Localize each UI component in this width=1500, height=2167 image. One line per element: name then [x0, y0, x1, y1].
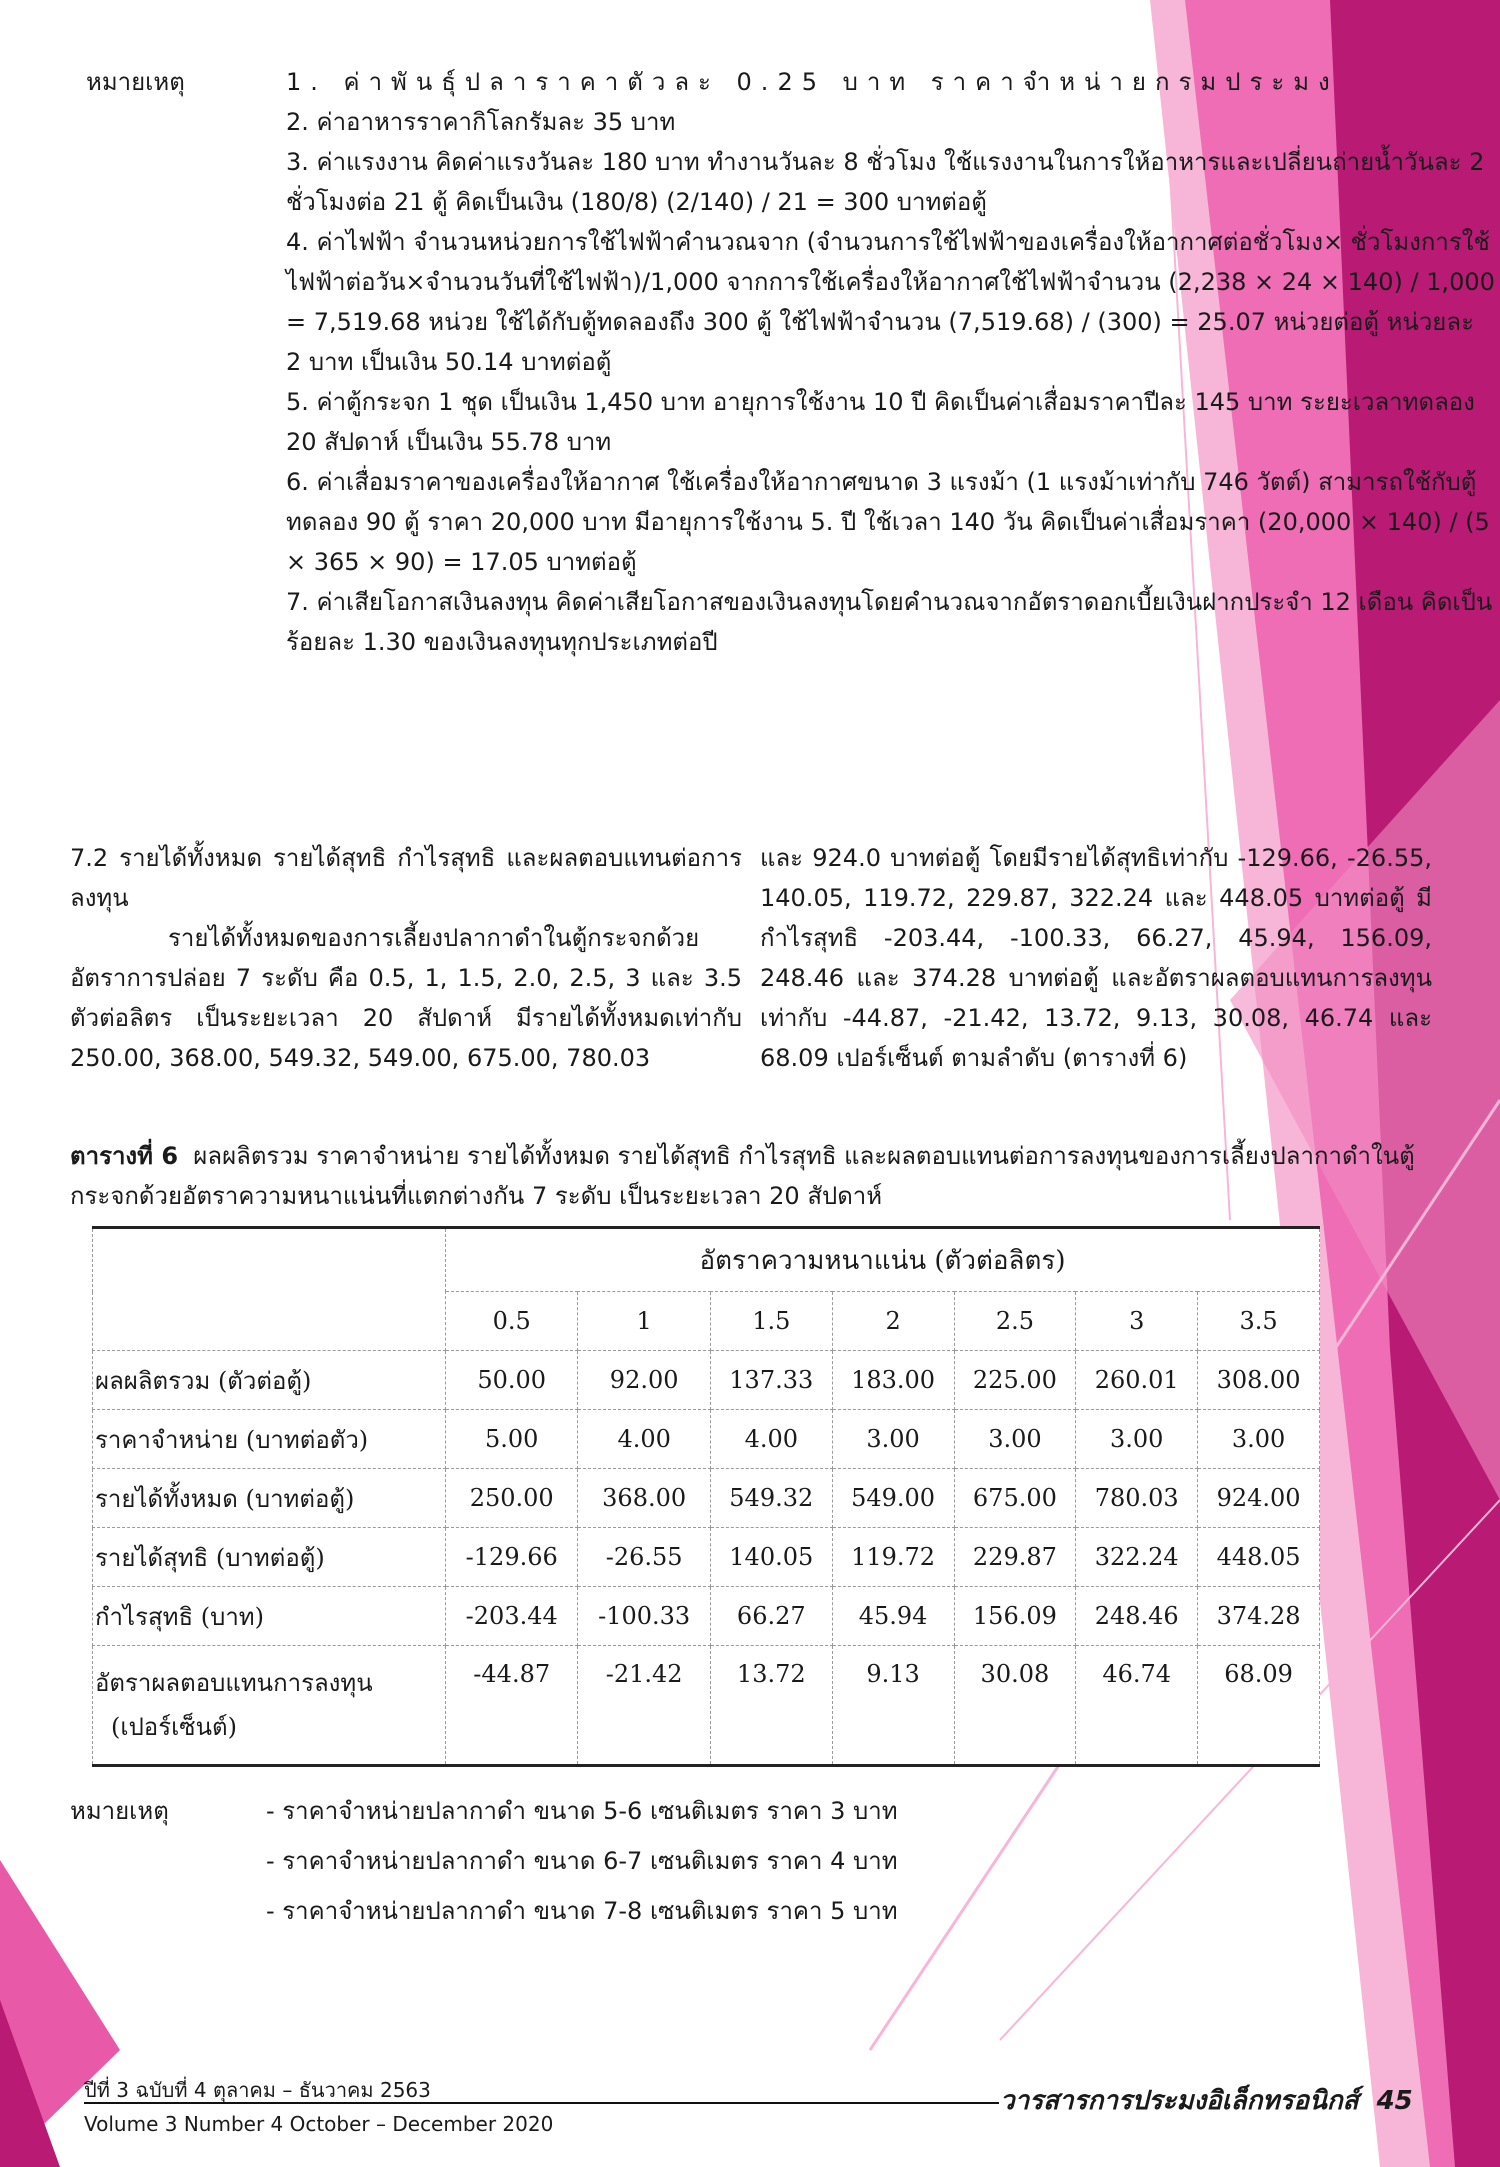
table-row — [93, 1469, 1320, 1528]
table-cell: 3.00 — [832, 1410, 954, 1469]
table-cell: 322.24 — [1076, 1528, 1198, 1587]
table-row — [93, 1528, 1320, 1587]
footer-journal — [1000, 2080, 1413, 2121]
note-item: 6. ค่าเสื่อมราคาของเครื่องให้อากาศ ใช้เครื่องให้อากาศขนาด 3 แรงม้า (1 แรงม้าเท่ากับ 746 วัตต์) สามารถใช้กับตู้ทดลอง 90 ตู้ ราคา 20,000 บาท มีอายุการใช้งาน 5. ปี ใช้เวลา 140 วัน คิดเป็นค่าเสื่อมราคา (20,000 × 140) / (5 × 365 × 90) = 17.05 บาทต่อตู้ — [286, 468, 1490, 576]
table-cell: 4.00 — [710, 1410, 832, 1469]
notes-label: หมายเหตุ — [86, 68, 185, 96]
table-cell: 260.01 — [1076, 1351, 1198, 1410]
row-label-unit: (เปอร์เซ็นต์) — [111, 1713, 237, 1741]
table-column-header: 0.5 — [446, 1292, 578, 1351]
table-cell: 368.00 — [578, 1469, 710, 1528]
row-label: ผลผลิตรวม (ตัวต่อตู้) — [93, 1351, 446, 1410]
section-heading: 7.2 รายได้ทั้งหมด รายได้สุทธิ กำไรสุทธิ และผลตอบแทนต่อการลงทุน — [70, 844, 742, 912]
row-label-main: อัตราผลตอบแทนการลงทุน — [95, 1669, 373, 1697]
table-row — [93, 1351, 1320, 1410]
table-corner-cell — [93, 1228, 446, 1351]
footer-issue-thai: ปีที่ 3 ฉบับที่ 4 ตุลาคม – ธันวาคม 2563 — [84, 2078, 431, 2102]
body-paragraph: และ 924.0 บาทต่อตู้ โดยมีรายได้สุทธิเท่ากับ -129.66, -26.55, 140.05, 119.72, 229.87, 322.24 และ 448.05 บาทต่อตู้ มีกำไรสุทธิ -203.44, -100.33, 66.27, 45.94, 156.09, 248.46 และ 374.28 บาทต่อตู้ และอัตราผลตอบแทนการลงทุนเท่ากับ -44.87, -21.42, 13.72, 9.13, 30.08, 46.74 และ 68.09 เปอร์เซ็นต์ ตามลำดับ (ตารางที่ 6) — [760, 844, 1432, 1072]
notes-label: หมายเหตุ — [70, 1797, 169, 1825]
table-cell: 229.87 — [954, 1528, 1076, 1587]
table-caption-text: ผลผลิตรวม ราคาจำหน่าย รายได้ทั้งหมด รายได้สุทธิ กำไรสุทธิ และผลตอบแทนต่อการลงทุนของการเลี้ยงปลากาดำในตู้กระจกด้วยอัตราความหนาแน่นที่แตกต่างกัน 7 ระดับ เป็นระยะเวลา 20 สัปดาห์ — [70, 1142, 1415, 1210]
table-cell: 675.00 — [954, 1469, 1076, 1528]
table-cell: -203.44 — [446, 1587, 578, 1646]
table-cell: 13.72 — [710, 1646, 832, 1766]
page-number: 45 — [1376, 2086, 1413, 2116]
table-cell: -44.87 — [446, 1646, 578, 1766]
table-cell: -21.42 — [578, 1646, 710, 1766]
table-cell: 3.00 — [954, 1410, 1076, 1469]
note-item: - ราคาจำหน่ายปลากาดำ ขนาด 5-6 เซนติเมตร ราคา 3 บาท — [266, 1797, 898, 1825]
table-cell: 549.32 — [710, 1469, 832, 1528]
table-cell: 3.00 — [1198, 1410, 1320, 1469]
footer-issue-english: Volume 3 Number 4 October – December 2020 — [84, 2112, 554, 2136]
row-label — [93, 1646, 446, 1766]
row-label: รายได้ทั้งหมด (บาทต่อตู้) — [93, 1469, 446, 1528]
note-item: 3. ค่าแรงงาน คิดค่าแรงวันละ 180 บาท ทำงานวันละ 8 ชั่วโมง ใช้แรงงานในการให้อาหารและเปลี่ยนถ่ายน้ำวันละ 2 ชั่วโมงต่อ 21 ตู้ คิดเป็นเงิน (180/8) (2/140) / 21 = 300 บาทต่อตู้ — [286, 148, 1485, 216]
table-cell: 137.33 — [710, 1351, 832, 1410]
table-cell: 92.00 — [578, 1351, 710, 1410]
table-cell: 4.00 — [578, 1410, 710, 1469]
table-column-header: 3.5 — [1198, 1292, 1320, 1351]
note-item: 2. ค่าอาหารราคากิโลกรัมละ 35 บาท — [286, 108, 676, 136]
note-item: - ราคาจำหน่ายปลากาดำ ขนาด 7-8 เซนติเมตร ราคา 5 บาท — [266, 1897, 898, 1925]
table-cell: 308.00 — [1198, 1351, 1320, 1410]
table-cell: 68.09 — [1198, 1646, 1320, 1766]
table-cell: 156.09 — [954, 1587, 1076, 1646]
table-cell: 140.05 — [710, 1528, 832, 1587]
table-row — [93, 1587, 1320, 1646]
table-cell: -26.55 — [578, 1528, 710, 1587]
table-cell: 30.08 — [954, 1646, 1076, 1766]
note-item: 7. ค่าเสียโอกาสเงินลงทุน คิดค่าเสียโอกาสของเงินลงทุนโดยคำนวณจากอัตราดอกเบี้ยเงินฝากประจำ 12 เดือน คิดเป็นร้อยละ 1.30 ของเงินลงทุนทุกประเภทต่อปี — [286, 588, 1493, 656]
table-cell: 448.05 — [1198, 1528, 1320, 1587]
table-cell: 3.00 — [1076, 1410, 1198, 1469]
table-cell: 9.13 — [832, 1646, 954, 1766]
table-column-header: 1.5 — [710, 1292, 832, 1351]
footer-divider — [84, 2102, 999, 2104]
table-row — [93, 1410, 1320, 1469]
table-row — [93, 1646, 1320, 1766]
table-cell: 225.00 — [954, 1351, 1076, 1410]
right-column — [760, 838, 1432, 1078]
table-cell: 374.28 — [1198, 1587, 1320, 1646]
table-cell: 46.74 — [1076, 1646, 1198, 1766]
table-group-header: อัตราความหนาแน่น (ตัวต่อลิตร) — [446, 1228, 1320, 1292]
note-item: - ราคาจำหน่ายปลากาดำ ขนาด 6-7 เซนติเมตร ราคา 4 บาท — [266, 1847, 898, 1875]
table-cell: -129.66 — [446, 1528, 578, 1587]
table-cell: 45.94 — [832, 1587, 954, 1646]
table-cell: 119.72 — [832, 1528, 954, 1587]
table-column-header: 3 — [1076, 1292, 1198, 1351]
table-caption-label: ตารางที่ 6 — [70, 1142, 179, 1170]
row-label: รายได้สุทธิ (บาทต่อตู้) — [93, 1528, 446, 1587]
table-column-header: 1 — [578, 1292, 710, 1351]
table-cell: 780.03 — [1076, 1469, 1198, 1528]
table-cell: 549.00 — [832, 1469, 954, 1528]
table-cell: 250.00 — [446, 1469, 578, 1528]
note-item: 5. ค่าตู้กระจก 1 ชุด เป็นเงิน 1,450 บาท อายุการใช้งาน 10 ปี คิดเป็นค่าเสื่อมราคาปีละ 145 บาท ระยะเวลาทดลอง 20 สัปดาห์ เป็นเงิน 55.78 บาท — [286, 388, 1475, 456]
table-caption — [70, 1136, 1430, 1216]
row-label: กำไรสุทธิ (บาท) — [93, 1587, 446, 1646]
journal-title: วารสารการประมงอิเล็กทรอนิกส์ — [1000, 2086, 1359, 2116]
table-cell: 248.46 — [1076, 1587, 1198, 1646]
left-column — [70, 838, 742, 1078]
table-column-header: 2.5 — [954, 1292, 1076, 1351]
table-cell: 183.00 — [832, 1351, 954, 1410]
note-item: 1. ค่าพันธุ์ปลาราคาตัวละ 0.25 บาท ราคาจำหน่ายกรมประมง — [286, 68, 1339, 96]
table-column-header: 2 — [832, 1292, 954, 1351]
table-cell: -100.33 — [578, 1587, 710, 1646]
results-table — [92, 1226, 1320, 1767]
table-cell: 66.27 — [710, 1587, 832, 1646]
row-label: ราคาจำหน่าย (บาทต่อตัว) — [93, 1410, 446, 1469]
table-cell: 924.00 — [1198, 1469, 1320, 1528]
body-paragraph: รายได้ทั้งหมดของการเลี้ยงปลากาดำในตู้กระจกด้วยอัตราการปล่อย 7 ระดับ คือ 0.5, 1, 1.5, 2.0, 2.5, 3 และ 3.5 ตัวต่อลิตร เป็นระยะเวลา 20 สัปดาห์ มีรายได้ทั้งหมดเท่ากับ 250.00, 368.00, 549.32, 549.00, 675.00, 780.03 — [70, 924, 742, 1072]
table-cell: 5.00 — [446, 1410, 578, 1469]
note-item: 4. ค่าไฟฟ้า จำนวนหน่วยการใช้ไฟฟ้าคำนวณจาก (จำนวนการใช้ไฟฟ้าของเครื่องให้อากาศต่อชั่วโมง× ชั่วโมงการใช้ไฟฟ้าต่อวัน×จำนวนวันที่ใช้ไฟฟ้า)/1,000 จากการใช้เครื่องให้อากาศใช้ไฟฟ้าจำนวน (2,238 × 24 × 140) / 1,000 = 7,519.68 หน่วย ใช้ได้กับตู้ทดลองถึง 300 ตู้ ใช้ไฟฟ้าจำนวน (7,519.68) / (300) = 25.07 หน่วยต่อตู้ หน่วยละ 2 บาท เป็นเงิน 50.14 บาทต่อตู้ — [286, 228, 1495, 376]
table-cell: 50.00 — [446, 1351, 578, 1410]
